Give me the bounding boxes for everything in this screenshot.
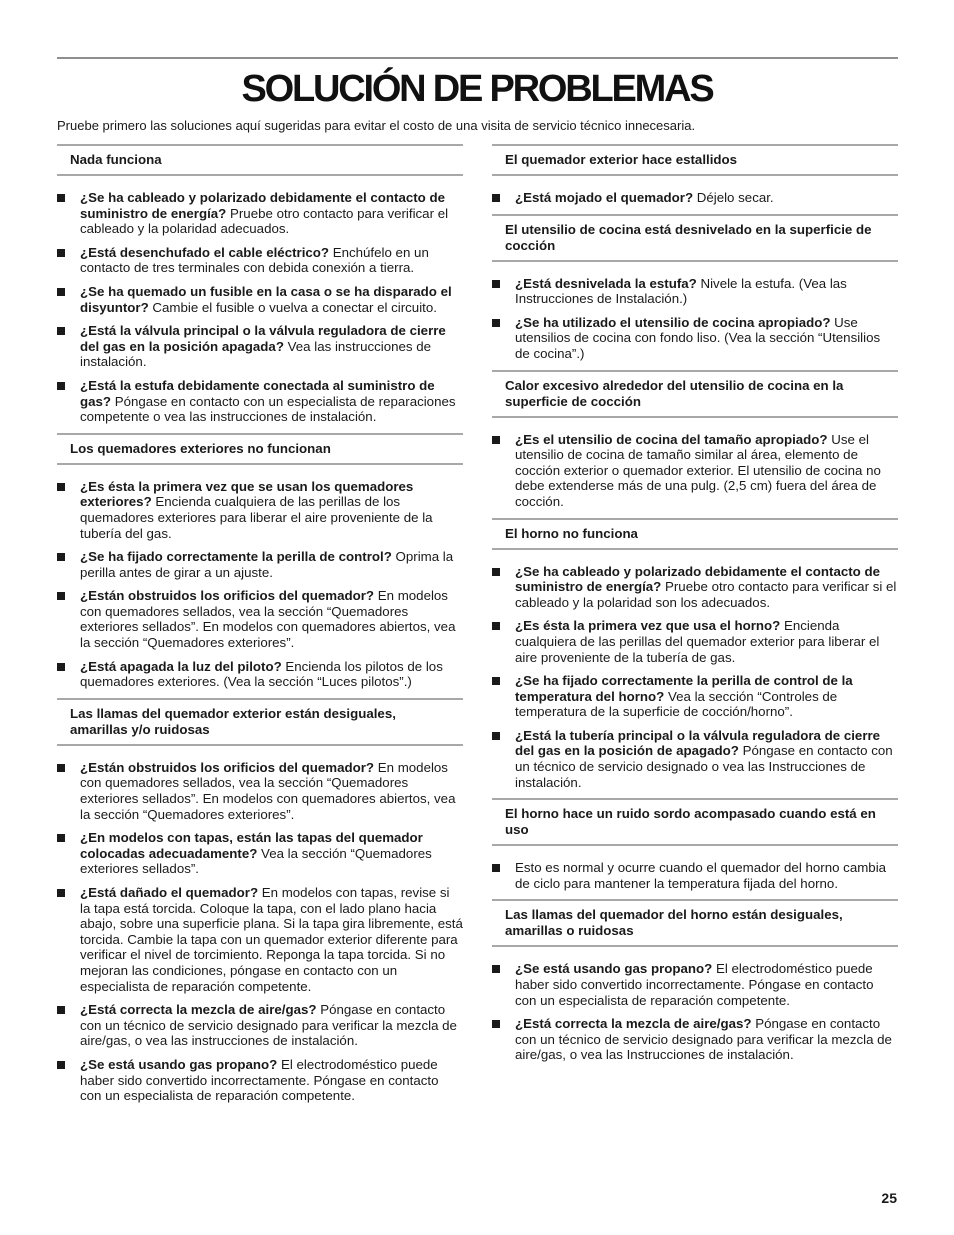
troubleshooting-section: [492, 798, 898, 891]
troubleshooting-section: [492, 370, 898, 510]
troubleshooting-section: [492, 144, 898, 206]
answer-text: Encienda los pilotos de los quemadores exteriores. (Vea la sección “Luces pilotos”.): [80, 658, 443, 690]
question-text: ¿Está correcta la mezcla de aire/gas?: [515, 1016, 752, 1032]
list-item: [492, 673, 898, 720]
list-item: [57, 885, 463, 994]
list-item: [57, 245, 463, 276]
solution-list: [492, 846, 898, 891]
list-item: [492, 860, 898, 891]
question-text: ¿Está la tubería principal o la válvula reguladora de cierre del gas en la posición de apagado?: [515, 727, 881, 759]
answer-text: Nivele la estufa. (Vea las Instrucciones de Instalación.): [515, 275, 847, 307]
list-item: [57, 760, 463, 822]
square-bullet-icon: [57, 288, 65, 296]
question-text: ¿Se ha utilizado el utensilio de cocina apropiado?: [515, 314, 831, 330]
list-item: [492, 728, 898, 790]
question-text: ¿En modelos con tapas, están las tapas del quemador colocadas adecuadamente?: [80, 830, 423, 861]
left-column: [57, 144, 463, 1112]
question-text: ¿Está la válvula principal o la válvula reguladora de cierre del gas en la posición apagada?: [80, 323, 446, 354]
square-bullet-icon: [492, 436, 500, 444]
answer-text: Encienda cualquiera de las perillas de los quemadores exteriores para liberar el aire proveniente de la tubería del gas.: [80, 494, 433, 541]
question-text: ¿Es ésta la primera vez que se usan los quemadores exteriores?: [80, 478, 414, 510]
section-heading: El horno hace un ruido sordo acompasado cuando está en uso: [492, 798, 898, 846]
square-bullet-icon: [492, 864, 500, 872]
troubleshooting-section: [57, 144, 463, 425]
answer-text: Cambie el fusible o vuelva a conectar el circuito.: [148, 299, 437, 315]
question-text: ¿Se ha quemado un fusible en la casa o se ha disparado el disyuntor?: [80, 283, 452, 315]
question-text: ¿Está desnivelada la estufa?: [515, 275, 697, 291]
solution-list: [492, 176, 898, 206]
square-bullet-icon: [57, 382, 65, 390]
answer-text: Póngase en contacto con un técnico de servicio designado o vea las Instrucciones de instalación.: [515, 743, 893, 790]
list-item: [492, 961, 898, 1008]
square-bullet-icon: [57, 1006, 65, 1014]
square-bullet-icon: [57, 249, 65, 257]
list-item: [57, 588, 463, 650]
page-number: 25: [881, 1190, 897, 1206]
section-heading: Las llamas del quemador exterior están desiguales, amarillas y/o ruidosas: [57, 698, 463, 746]
question-text: ¿Están obstruidos los orificios del quemador?: [80, 588, 375, 604]
answer-text: El electrodoméstico puede haber sido convertido incorrectamente. Póngase en contacto con un especialista de reparación competente.: [80, 1056, 439, 1104]
answer-text: Póngase en contacto con un técnico de servicio designado para verificar la mezcla de aire/gas, o vea las instrucciones de instalación.: [80, 1002, 457, 1049]
right-column: [492, 144, 898, 1071]
list-item: [57, 284, 463, 315]
square-bullet-icon: [492, 280, 500, 288]
square-bullet-icon: [57, 889, 65, 897]
square-bullet-icon: [492, 194, 500, 202]
question-text: ¿Está apagada la luz del piloto?: [80, 658, 282, 674]
top-rule: [57, 57, 898, 59]
troubleshooting-section: [492, 899, 898, 1063]
answer-text: Vea las instrucciones de instalación.: [80, 338, 432, 370]
answer-text: Vea la sección “Quemadores exteriores sellados”.: [80, 845, 432, 877]
intro-text: Pruebe primero las soluciones aquí sugeridas para evitar el costo de una visita de servicio técnico innecesaria.: [57, 118, 696, 133]
question-text: ¿Es ésta la primera vez que usa el horno?: [515, 618, 781, 634]
square-bullet-icon: [492, 965, 500, 973]
list-item: [57, 190, 463, 237]
question-text: ¿Se está usando gas propano?: [515, 961, 713, 977]
question-text: ¿Se ha fijado correctamente la perilla de control de la temperatura del horno?: [515, 673, 853, 704]
list-item: [492, 276, 898, 307]
square-bullet-icon: [492, 732, 500, 740]
square-bullet-icon: [57, 764, 65, 772]
solution-list: [492, 418, 898, 510]
solution-list: [492, 262, 898, 362]
solution-list: [492, 550, 898, 791]
answer-text: Oprima la perilla antes de girar a un ajuste.: [80, 549, 454, 580]
square-bullet-icon: [57, 592, 65, 600]
answer-text: Déjelo secar.: [693, 190, 774, 205]
answer-text: Pruebe otro contacto para verificar si el cableado y la polaridad son los adecuados.: [515, 579, 897, 610]
section-heading: El utensilio de cocina está desnivelado en la superficie de cocción: [492, 214, 898, 262]
square-bullet-icon: [492, 1020, 500, 1028]
answer-text: Vea la sección “Controles de temperatura de la superficie de cocción/horno”.: [515, 688, 838, 720]
question-text: ¿Se está usando gas propano?: [80, 1056, 278, 1072]
question-text: ¿Se ha cableado y polarizado debidamente el contacto de suministro de energía?: [80, 190, 446, 221]
troubleshooting-section: [57, 698, 463, 1104]
solution-list: [492, 947, 898, 1063]
square-bullet-icon: [492, 568, 500, 576]
troubleshooting-section: [492, 518, 898, 791]
list-item: [57, 1002, 463, 1049]
list-item: [57, 323, 463, 370]
answer-text: En modelos con quemadores sellados, vea la sección “Quemadores exteriores sellados”. En modelos con quemadores abiertos, vea la sección “Quemadores exteriores”.: [80, 588, 456, 651]
page-title: SOLUCIÓN DE PROBLEMAS: [241, 68, 713, 110]
solution-list: [57, 746, 463, 1104]
section-heading: Calor excesivo alrededor del utensilio de cocina en la superficie de cocción: [492, 370, 898, 418]
list-item: [57, 549, 463, 580]
list-item: [492, 1016, 898, 1063]
list-item: [492, 190, 898, 206]
answer-text: Póngase en contacto con un técnico de servicio designado para verificar la mezcla de aire/gas, o vea las Instrucciones de instalación.: [515, 1016, 892, 1063]
troubleshooting-section: [57, 433, 463, 690]
square-bullet-icon: [492, 677, 500, 685]
square-bullet-icon: [57, 327, 65, 335]
list-item: [492, 618, 898, 665]
question-text: ¿Está dañado el quemador?: [80, 885, 259, 900]
square-bullet-icon: [492, 319, 500, 327]
section-heading: El quemador exterior hace estallidos: [492, 144, 898, 176]
answer-text: El electrodoméstico puede haber sido convertido incorrectamente. Póngase en contacto con un especialista de reparación competente.: [515, 961, 874, 1008]
answer-text: En modelos con tapas, revise si la tapa está torcida. Coloque la tapa, con el lado plano hacia abajo, sobre una superficie plana. Si la tapa gira libremente, está torcida. Cambie la tapa con un quemador exterior diferente para verificar el nivel de torcimiento. Reponga la tapa torcida. Si no mejoran las condiciones, póngase en contacto con un especialista de reparación competente.: [80, 885, 463, 994]
square-bullet-icon: [57, 194, 65, 202]
square-bullet-icon: [57, 663, 65, 671]
answer-text: Use el utensilio de cocina de tamaño similar al área, elemento de cocción exterior o quemador exterior. El utensilio de cocina no debe extenderse más de una pulg. (2,5 cm) fuera del área de cocción.: [515, 431, 881, 509]
list-item: [57, 659, 463, 690]
square-bullet-icon: [492, 622, 500, 630]
section-heading: Los quemadores exteriores no funcionan: [57, 433, 463, 465]
list-item: [492, 315, 898, 362]
list-item: [57, 830, 463, 877]
question-text: ¿Está correcta la mezcla de aire/gas?: [80, 1002, 317, 1018]
section-heading: Nada funciona: [57, 144, 463, 176]
answer-text: Pruebe otro contacto para verificar el cableado y la polaridad adecuados.: [80, 205, 449, 237]
solution-list: [57, 176, 463, 425]
answer-text: En modelos con quemadores sellados, vea la sección “Quemadores exteriores sellados”. En modelos con quemadores abiertos, vea la sección “Quemadores exteriores”.: [80, 759, 456, 822]
answer-text: Enchúfelo en un contacto de tres terminales con debida conexión a tierra.: [80, 244, 429, 276]
section-heading: Las llamas del quemador del horno están desiguales, amarillas o ruidosas: [492, 899, 898, 947]
troubleshooting-section: [492, 214, 898, 362]
square-bullet-icon: [57, 834, 65, 842]
section-heading: El horno no funciona: [492, 518, 898, 550]
list-item: [57, 1057, 463, 1104]
question-text: ¿Está desenchufado el cable eléctrico?: [80, 244, 330, 260]
square-bullet-icon: [57, 553, 65, 561]
answer-text: Use utensilios de cocina con fondo liso. (Vea la sección “Utensilios de cocina”.): [515, 314, 881, 361]
question-text: ¿Está la estufa debidamente conectada al suministro de gas?: [80, 377, 435, 409]
question-text: ¿Están obstruidos los orificios del quemador?: [80, 759, 375, 775]
question-text: ¿Es el utensilio de cocina del tamaño apropiado?: [515, 431, 828, 447]
square-bullet-icon: [57, 1061, 65, 1069]
question-text: ¿Se ha fijado correctamente la perilla de control?: [80, 549, 392, 565]
list-item: [492, 432, 898, 510]
list-item: [57, 378, 463, 425]
answer-text: Esto es normal y ocurre cuando el quemador del horno cambia de ciclo para mantener la temperatura fijada del horno.: [515, 860, 887, 891]
list-item: [492, 564, 898, 611]
answer-text: Encienda cualquiera de las perillas del quemador exterior para liberar el aire proveniente de la tubería de gas.: [515, 618, 880, 665]
list-item: [57, 479, 463, 541]
solution-list: [57, 465, 463, 690]
square-bullet-icon: [57, 483, 65, 491]
question-text: ¿Se ha cableado y polarizado debidamente el contacto de suministro de energía?: [515, 563, 881, 595]
answer-text: Póngase en contacto con un especialista de reparaciones competente o vea las instrucciones de instalación.: [80, 393, 456, 425]
question-text: ¿Está mojado el quemador?: [515, 190, 694, 205]
